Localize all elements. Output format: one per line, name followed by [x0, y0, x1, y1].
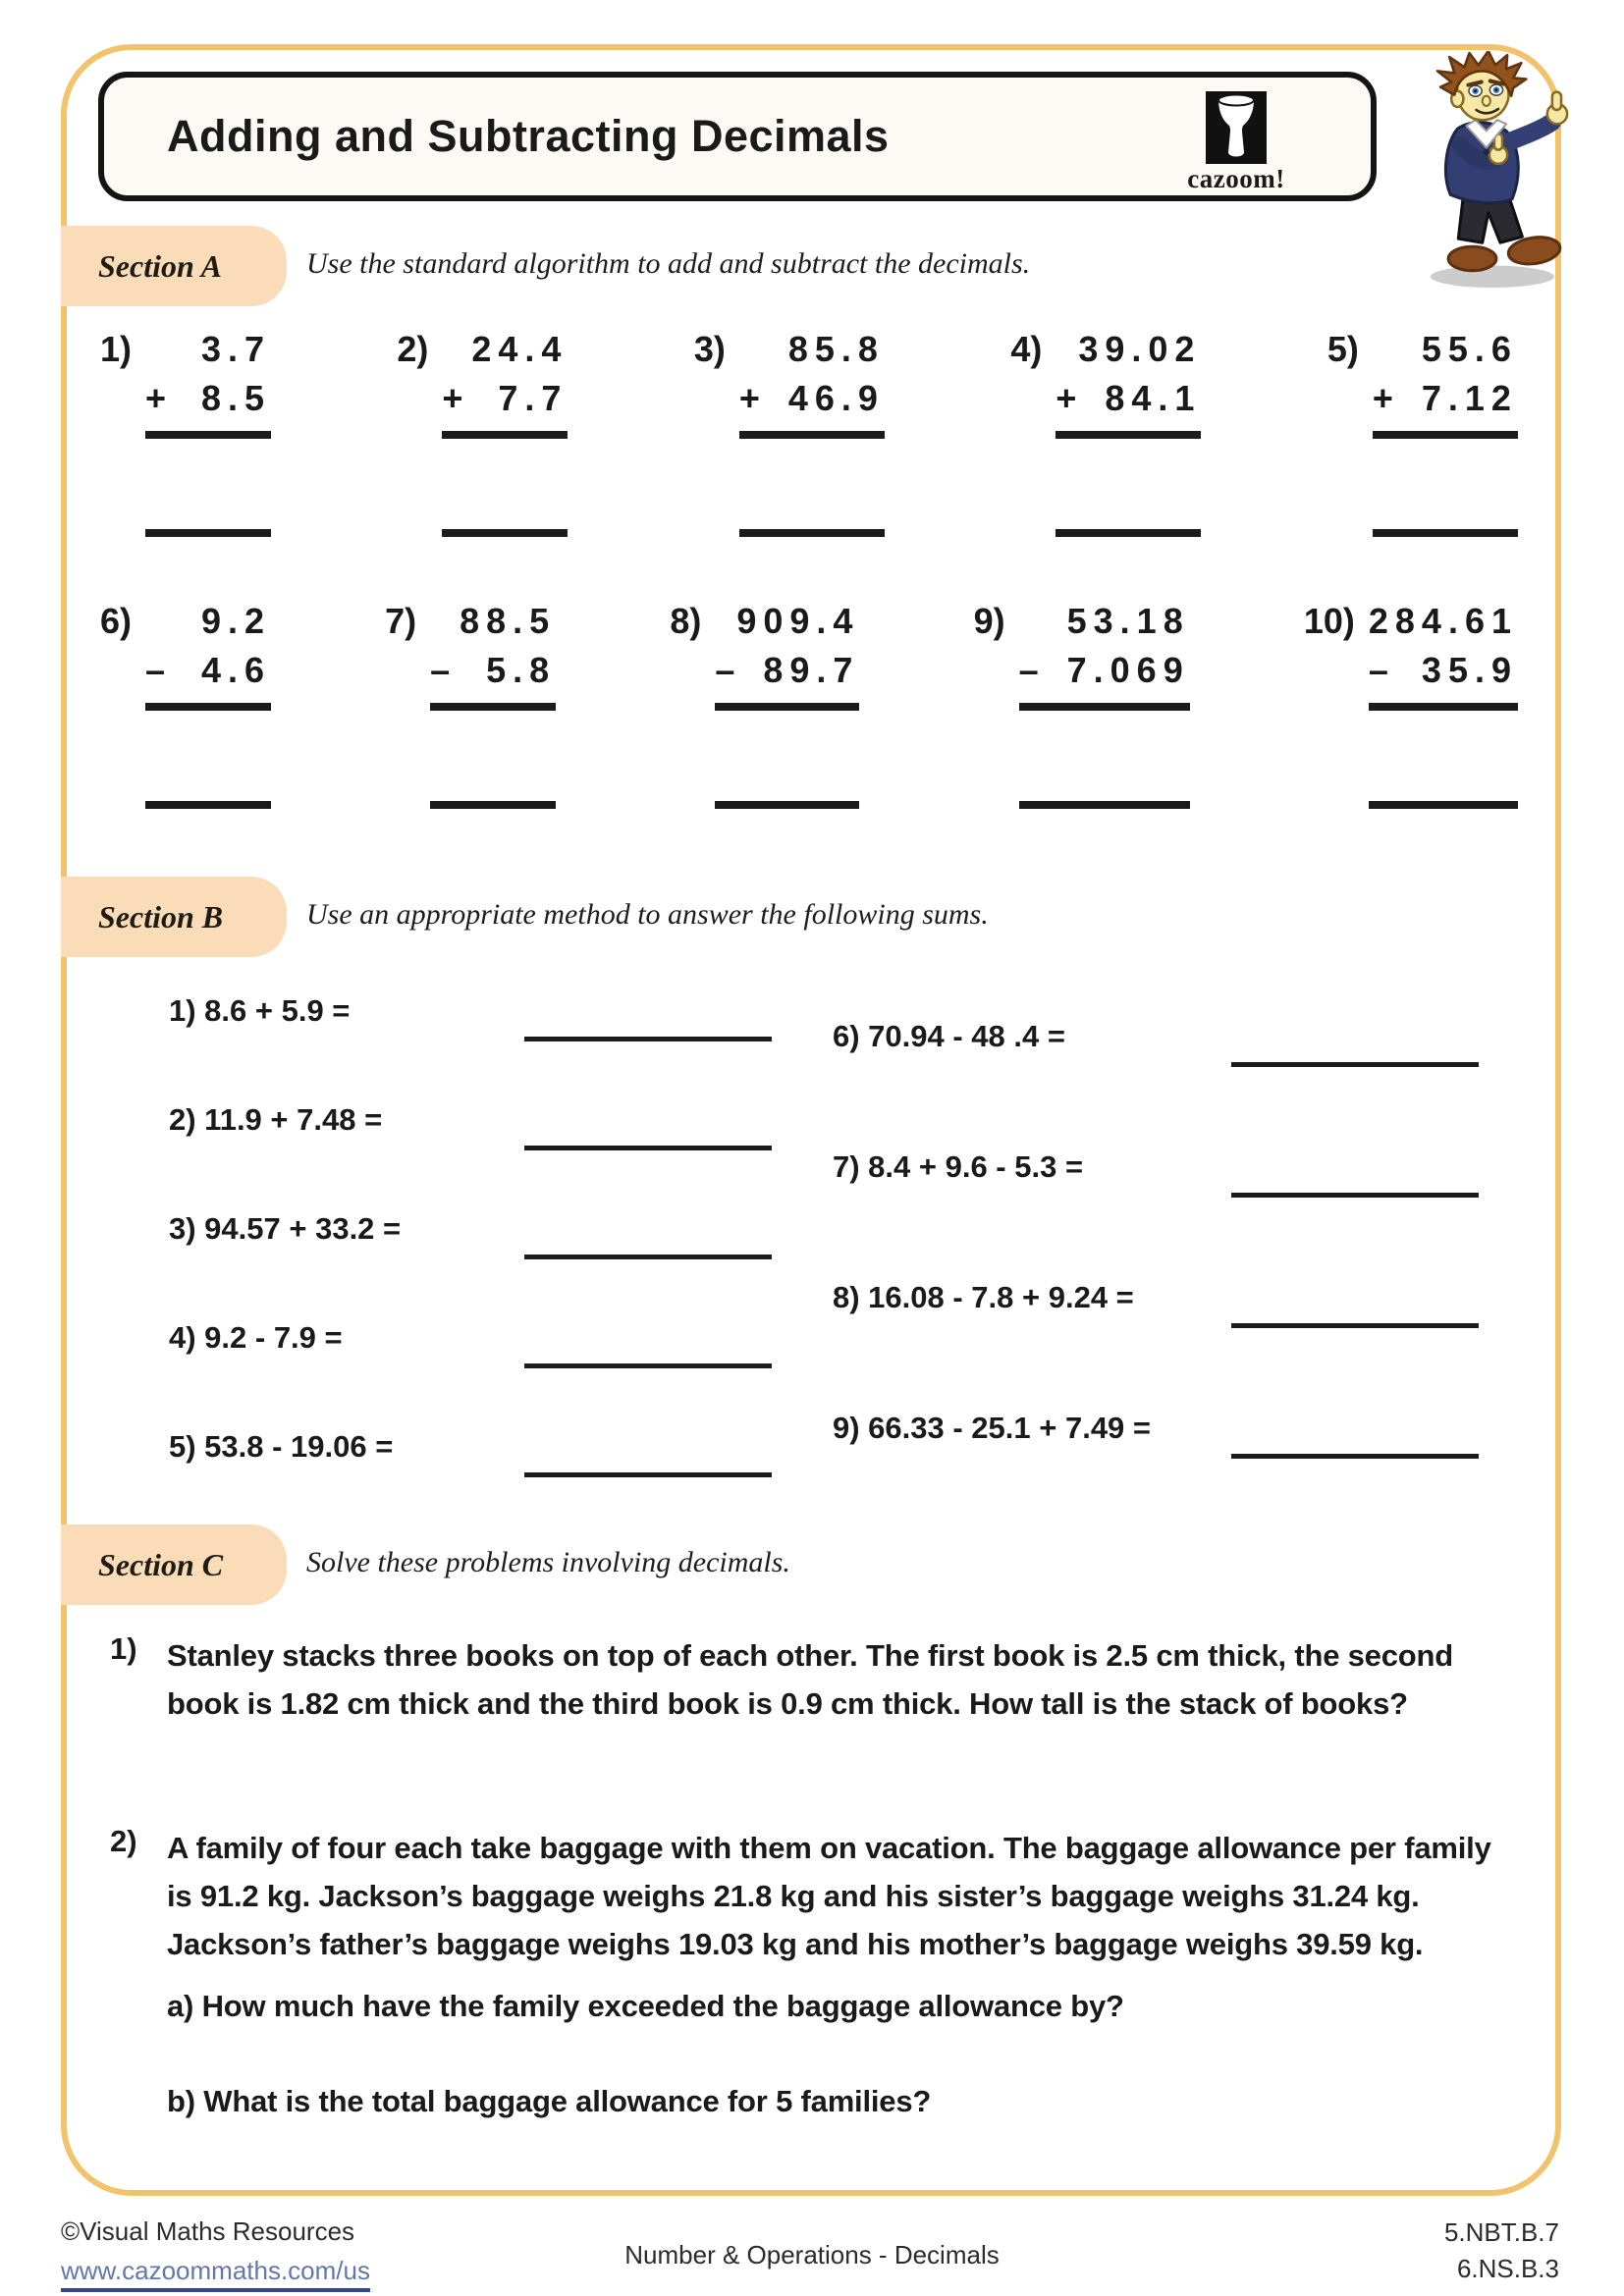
operator: – — [1368, 650, 1395, 690]
worksheet-title-box — [98, 72, 1377, 201]
operand-bottom: 8.5 — [200, 378, 272, 418]
section-a-problem-6 — [100, 601, 271, 809]
section-b-problem-3 — [169, 1211, 772, 1259]
section-a-problem-4 — [1010, 329, 1201, 537]
problem-number: 9) — [973, 601, 1005, 641]
equation: 7) 8.4 + 9.6 - 5.3 = — [833, 1149, 1084, 1184]
equation: 1) 8.6 + 5.9 = — [169, 993, 351, 1028]
section-b-badge — [61, 877, 287, 957]
equation: 9) 66.33 - 25.1 + 7.49 = — [833, 1411, 1152, 1445]
section-b-left-column — [169, 993, 772, 1538]
standard-code-2: 6.NS.B.3 — [1456, 2254, 1559, 2283]
operator: – — [1018, 650, 1046, 690]
section-a-problem-1 — [100, 329, 271, 537]
section-b-label: Section B — [98, 898, 224, 934]
section-a-badge — [61, 226, 287, 306]
section-c-problem-2 — [110, 1824, 1504, 2125]
operand-bottom: 46.9 — [787, 378, 885, 418]
cazoom-logo — [1182, 91, 1290, 194]
answer-line[interactable] — [1369, 801, 1518, 809]
operand-bottom: 4.6 — [200, 650, 272, 690]
section-c-instruction: Solve these problems involving decimals. — [306, 1546, 790, 1578]
answer-line[interactable] — [1373, 529, 1518, 537]
equation: 6) 70.94 - 48 .4 = — [833, 1019, 1065, 1053]
answer-line[interactable] — [442, 529, 568, 537]
mascot-character — [1394, 51, 1604, 291]
operand-top: 53.18 — [1066, 601, 1190, 641]
problem-number: 7) — [385, 601, 417, 641]
answer-blank[interactable] — [524, 1146, 772, 1150]
section-a-instruction: Use the standard algorithm to add and subtract the decimals. — [306, 247, 1031, 280]
answer-blank[interactable] — [1231, 1193, 1479, 1198]
section-b-problem-6 — [833, 1019, 1479, 1067]
standard-code-1: 5.NBT.B.7 — [1443, 2217, 1559, 2247]
section-b-problem-5 — [169, 1429, 772, 1477]
section-b-problem-7 — [833, 1149, 1479, 1198]
word-problem-text: Stanley stacks three books on top of each other. The first book is 2.5 cm thick, the second book is 1.82 cm thick and the third book is 0.9 cm thick. How tall is the stack of books? — [167, 1638, 1453, 1721]
page-title: Adding and Subtracting Decimals — [167, 111, 890, 161]
section-b-right-column — [833, 1019, 1479, 1541]
operand-bottom: 7.069 — [1066, 650, 1190, 690]
operand-top: 9.2 — [200, 601, 272, 641]
section-c-badge — [61, 1524, 287, 1605]
answer-blank[interactable] — [524, 1037, 772, 1041]
answer-line[interactable] — [430, 801, 556, 809]
section-c-problem-1 — [110, 1631, 1504, 1728]
operand-top: 909.4 — [736, 601, 860, 641]
problem-number: 3) — [693, 329, 726, 369]
operand-top: 3.7 — [200, 329, 272, 369]
equation: 8) 16.08 - 7.8 + 9.24 = — [833, 1280, 1134, 1314]
operator: + — [1372, 378, 1400, 418]
answer-line[interactable] — [715, 801, 859, 809]
section-c-label: Section C — [98, 1546, 224, 1582]
problem-number: 1) — [100, 329, 133, 369]
section-a-row-1 — [100, 329, 1518, 537]
answer-blank[interactable] — [524, 1472, 772, 1477]
operand-top: 24.4 — [471, 329, 568, 369]
operand-bottom: 35.9 — [1421, 650, 1518, 690]
operator: – — [715, 650, 742, 690]
word-problem-part-a: a) How much have the family exceeded the baggage allowance by? — [167, 1989, 1124, 2023]
footer-topic: Number & Operations - Decimals — [624, 2240, 1000, 2269]
operand-top: 55.6 — [1421, 329, 1518, 369]
answer-blank[interactable] — [524, 1363, 772, 1368]
section-b-problem-9 — [833, 1411, 1479, 1459]
answer-blank[interactable] — [524, 1255, 772, 1259]
problem-number: 10) — [1303, 601, 1355, 641]
footer-standards — [1444, 2215, 1559, 2287]
section-a-problem-8 — [670, 601, 859, 809]
section-b-problem-1 — [169, 993, 772, 1041]
problem-number: 1) — [110, 1631, 137, 1666]
cazoom-logo-text: cazoom! — [1187, 164, 1285, 193]
operand-bottom: 5.8 — [486, 650, 557, 690]
operand-top: 85.8 — [787, 329, 885, 369]
operator: – — [430, 650, 458, 690]
section-a-problem-10 — [1304, 601, 1518, 809]
problem-number: 4) — [1010, 329, 1043, 369]
answer-line[interactable] — [145, 801, 271, 809]
section-a-row-2 — [100, 601, 1518, 809]
answer-blank[interactable] — [1231, 1454, 1479, 1459]
problem-number: 2) — [397, 329, 429, 369]
word-problem-text: A family of four each take baggage with them on vacation. The baggage allowance per family is 91.2 kg. Jackson’s baggage weighs 21.8 kg and his sister’s baggage weighs 31.24 kg. Jackson’s father’s baggage weighs 19.03 kg and his mother’s baggage weighs 39.59 kg. — [167, 1831, 1491, 1961]
problem-number: 6) — [100, 601, 133, 641]
cazoom-drum-icon — [1206, 91, 1267, 164]
equation: 4) 9.2 - 7.9 = — [169, 1320, 343, 1355]
answer-line[interactable] — [145, 529, 271, 537]
operator: + — [738, 378, 767, 418]
operator: + — [442, 378, 470, 418]
section-a-problem-7 — [385, 601, 556, 809]
problem-number: 5) — [1326, 329, 1359, 369]
operand-top: 39.02 — [1078, 329, 1202, 369]
section-a-problem-2 — [397, 329, 568, 537]
answer-line[interactable] — [1019, 801, 1190, 809]
section-b-instruction: Use an appropriate method to answer the following sums. — [306, 898, 989, 931]
section-a-problem-3 — [694, 329, 885, 537]
operand-top: 284.61 — [1368, 601, 1518, 641]
section-a-label: Section A — [98, 247, 222, 284]
operator: + — [1056, 378, 1084, 418]
section-b-problem-4 — [169, 1320, 772, 1368]
operand-bottom: 84.1 — [1105, 378, 1202, 418]
answer-blank[interactable] — [1231, 1323, 1479, 1328]
equation: 3) 94.57 + 33.2 = — [169, 1211, 402, 1246]
answer-line[interactable] — [739, 529, 885, 537]
operand-bottom: 89.7 — [763, 650, 860, 690]
section-b-problem-8 — [833, 1280, 1479, 1328]
section-a-problem-9 — [974, 601, 1190, 809]
equation: 2) 11.9 + 7.48 = — [169, 1102, 383, 1137]
operand-top: 88.5 — [460, 601, 557, 641]
problem-number: 8) — [670, 601, 702, 641]
problem-number: 2) — [110, 1824, 137, 1858]
operand-bottom: 7.12 — [1421, 378, 1518, 418]
word-problem-part-b: b) What is the total baggage allowance for 5 families? — [167, 2084, 932, 2118]
section-b-problem-2 — [169, 1102, 772, 1150]
answer-line[interactable] — [1056, 529, 1201, 537]
equation: 5) 53.8 - 19.06 = — [169, 1429, 394, 1464]
operator: – — [145, 650, 173, 690]
website-link[interactable]: www.cazoommaths.com/us — [61, 2256, 370, 2292]
section-a-problem-5 — [1327, 329, 1518, 537]
answer-blank[interactable] — [1231, 1062, 1479, 1067]
copyright-text: ©Visual Maths Resources — [61, 2216, 355, 2246]
operator: + — [145, 378, 174, 418]
operand-bottom: 7.7 — [498, 378, 568, 418]
